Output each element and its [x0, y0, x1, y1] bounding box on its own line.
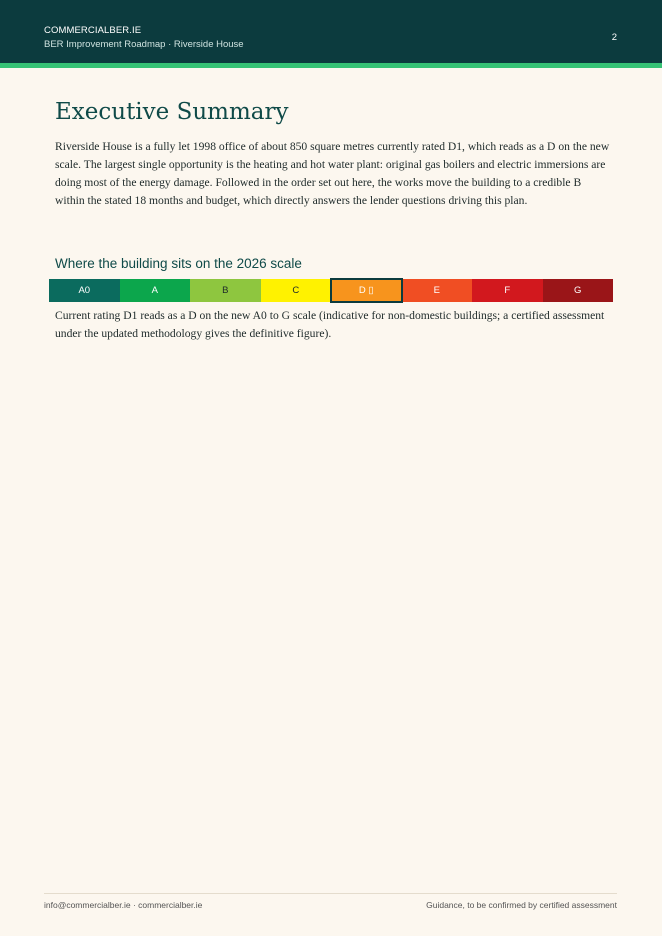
rating-band-a0: A0 — [49, 279, 120, 302]
rating-scale — [49, 279, 613, 302]
footer-divider — [44, 893, 617, 894]
scale-caption: Current rating D1 reads as a D on the new A0 to G scale (indicative for non-domestic buildings; a certified assessment under the updated methodology gives the definitive figure). — [55, 309, 605, 340]
rating-band-e: E — [402, 279, 473, 302]
rating-band-a: A — [120, 279, 191, 302]
rating-band-d: D ▯ — [331, 279, 402, 302]
header-accent-bar — [0, 63, 662, 68]
scale-heading: Where the building sits on the 2026 scale — [55, 256, 302, 271]
rating-band-c: C — [261, 279, 332, 302]
summary-paragraph: Riverside House is a fully let 1998 office of about 850 square metres currently rated D1, which reads as a D on the new scale. The largest single opportunity is the heating and hot water plant: original gas boilers and electric immersions are doing most of the energy damage. Followed in the order set out here, the works move the building to a credible B within the stated 18 months and budget, which directly answers the lender questions driving this plan. — [55, 140, 610, 207]
rating-band-g: G — [543, 279, 614, 302]
footer-contact: info@commercialber.ie · commercialber.ie — [44, 900, 203, 910]
rating-band-b: B — [190, 279, 261, 302]
footer-note: Guidance, to be confirmed by certified assessment — [426, 900, 617, 910]
document-subtitle: BER Improvement Roadmap · Riverside House — [44, 39, 244, 50]
rating-band-f: F — [472, 279, 543, 302]
page-number: 2 — [611, 32, 617, 43]
page-header — [0, 0, 662, 63]
brand-name: COMMERCIALBER.IE — [44, 25, 142, 36]
page-title: Executive Summary — [55, 99, 289, 125]
